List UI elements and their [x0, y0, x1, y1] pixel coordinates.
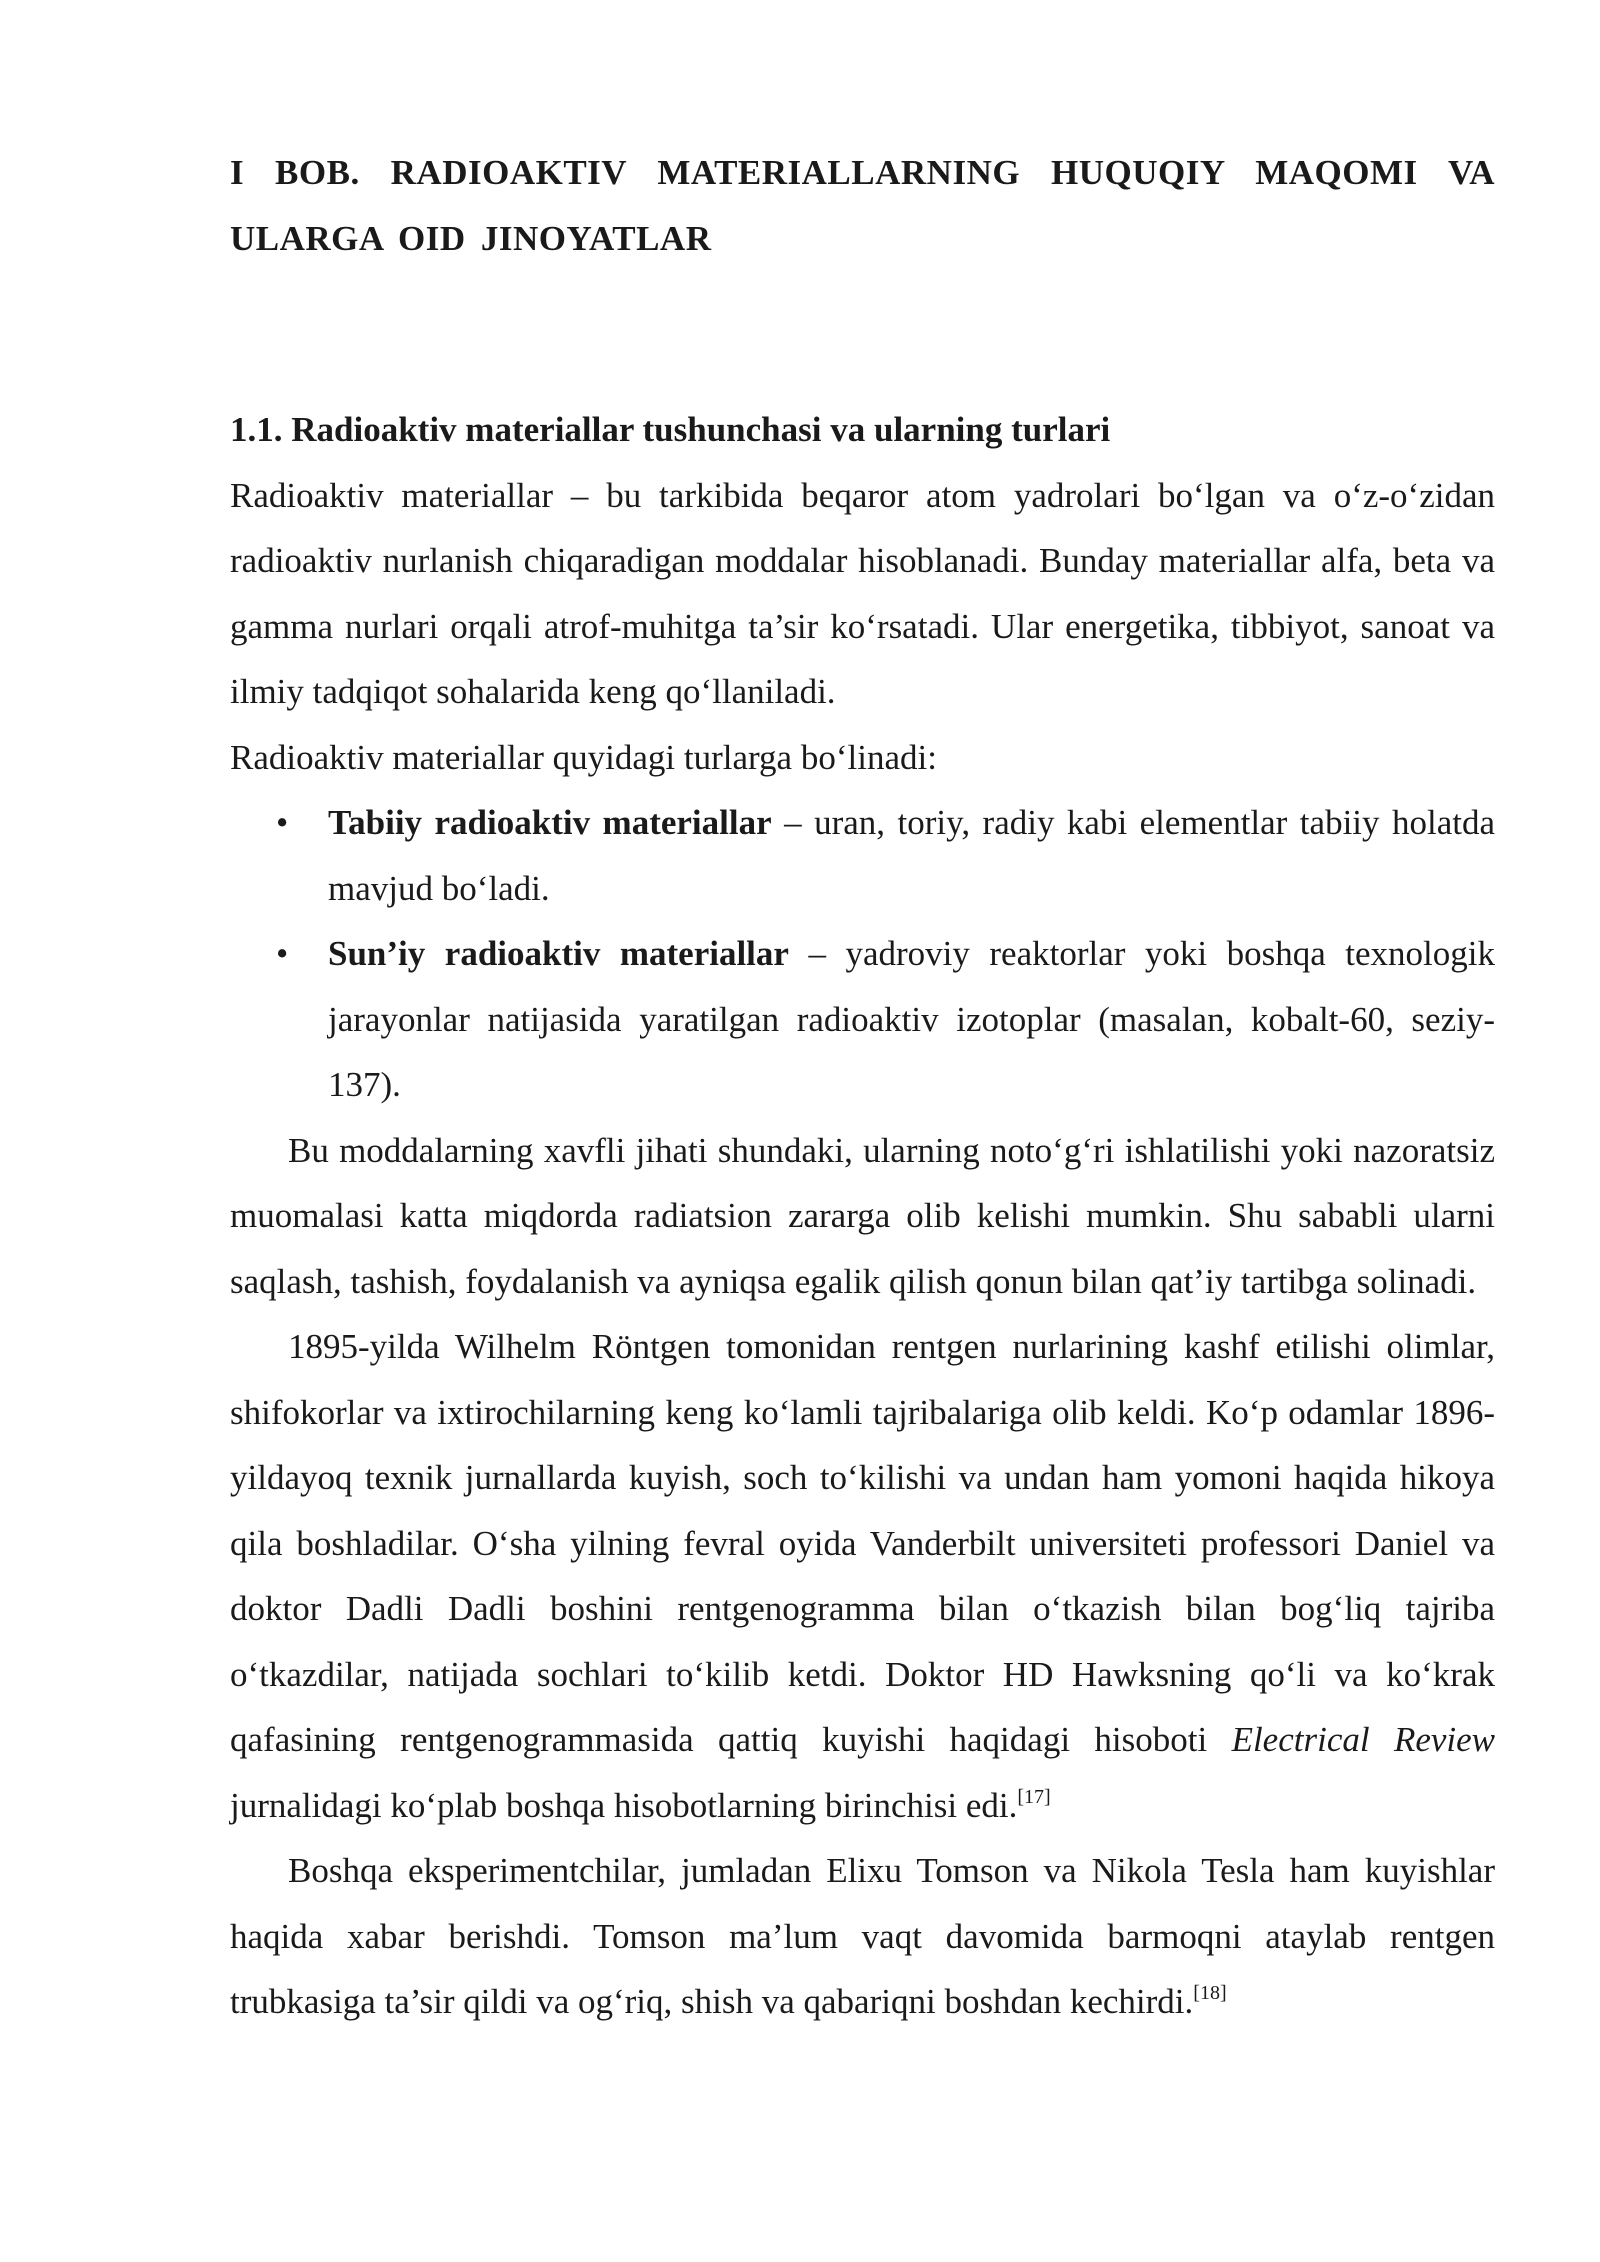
experimenters-text: Boshqa eksperimentchilar, jumladan Elixu Tomson va Nikola Tesla ham kuyishlar haqida xabar berishdi. Tomson ma’lum vaqt davomida barmoqni ataylab rentgen trubkasiga ta’sir qildi va og‘riq, shish va qabariqni boshdan kechirdi.: [230, 1851, 1495, 2021]
list-item: [276, 921, 1495, 1118]
experimenters-paragraph: [230, 1838, 1495, 2035]
chapter-title: I BOB. RADIOAKTIV MATERIALLARNING HUQUQIY MAQOMI VA ULARGA OID JINOYATLAR: [230, 153, 1495, 258]
list-item-term: Sun’iy radioaktiv materiallar: [328, 934, 789, 973]
document-page: [230, 140, 1495, 2035]
intro-paragraph: Radioaktiv materiallar – bu tarkibida beqaror atom yadrolari bo‘lgan va o‘z-o‘zidan radioaktiv nurlanish chiqaradigan moddalar hisoblanadi. Bunday materiallar alfa, beta va gamma nurlari orqali atrof-muhitga ta’sir ko‘rsatadi. Ular energetika, tibbiyot, sanoat va ilmiy tadqiqot sohalarida keng qo‘llaniladi.: [230, 475, 1495, 711]
list-item: [276, 790, 1495, 921]
footnote-ref-17[interactable]: [17]: [1017, 1785, 1051, 1808]
bullet-icon: •: [276, 934, 289, 973]
list-item-term: Tabiiy radioaktiv materiallar: [328, 803, 772, 842]
list-item-definition: – uran, toriy, radiy kabi elementlar tabiiy holatda mavjud bo‘ladi.: [328, 803, 1495, 908]
history-text: 1895-yilda Wilhelm Röntgen tomonidan rentgen nurlarining kashf etilishi olimlar, shifokorlar va ixtirochilarning keng ko‘lamli tajribalariga olib keldi. Ko‘p odamlar 1896-yildayoq texnik jurnallarda kuyish, soch to‘kilishi va undan ham yomoni haqida hikoya qila boshladilar. O‘sha yilning fevral oyida Vanderbilt universiteti professori Daniel va doktor Dadli Dadli boshini rentgenogramma bilan o‘tkazish bilan bog‘liq tajriba o‘tkazdilar, natijada sochlari to‘kilib ketdi. Doktor HD Hawksning qo‘li va ko‘krak qafasining rentgenogrammasida qattiq kuyishi haqidagi hisoboti: [230, 1327, 1495, 1759]
history-text-end: jurnalidagi ko‘plab boshqa hisobotlarning birinchisi edi.: [230, 1785, 1018, 1825]
footnote-ref-18[interactable]: [18]: [1193, 1982, 1227, 2004]
section-title: 1.1. Radioaktiv materiallar tushunchasi va ularning turlari: [230, 410, 1111, 449]
list-item-definition: – yadroviy reaktorlar yoki boshqa texnologik jarayonlar natijasida yaratilgan radioaktiv izotoplar (masalan, kobalt-60, seziy-137).: [328, 934, 1495, 1104]
danger-paragraph: Bu moddalarning xavfli jihati shundaki, ularning noto‘g‘ri ishlatilishi yoki nazoratsiz muomalasi katta miqdorda radiatsion zararga olib kelishi mumkin. Shu sababli ularni saqlash, tashish, foydalanish va ayniqsa egalik qilish qonun bilan qat’iy tartibga solinadi.: [230, 1130, 1495, 1301]
history-paragraph: [230, 1314, 1495, 1838]
types-lead: Radioaktiv materiallar quyidagi turlarga bo‘linadi:: [230, 737, 937, 777]
journal-title: Electrical Review: [1231, 1720, 1495, 1759]
bullet-icon: •: [276, 803, 289, 842]
types-list: [230, 790, 1495, 1118]
